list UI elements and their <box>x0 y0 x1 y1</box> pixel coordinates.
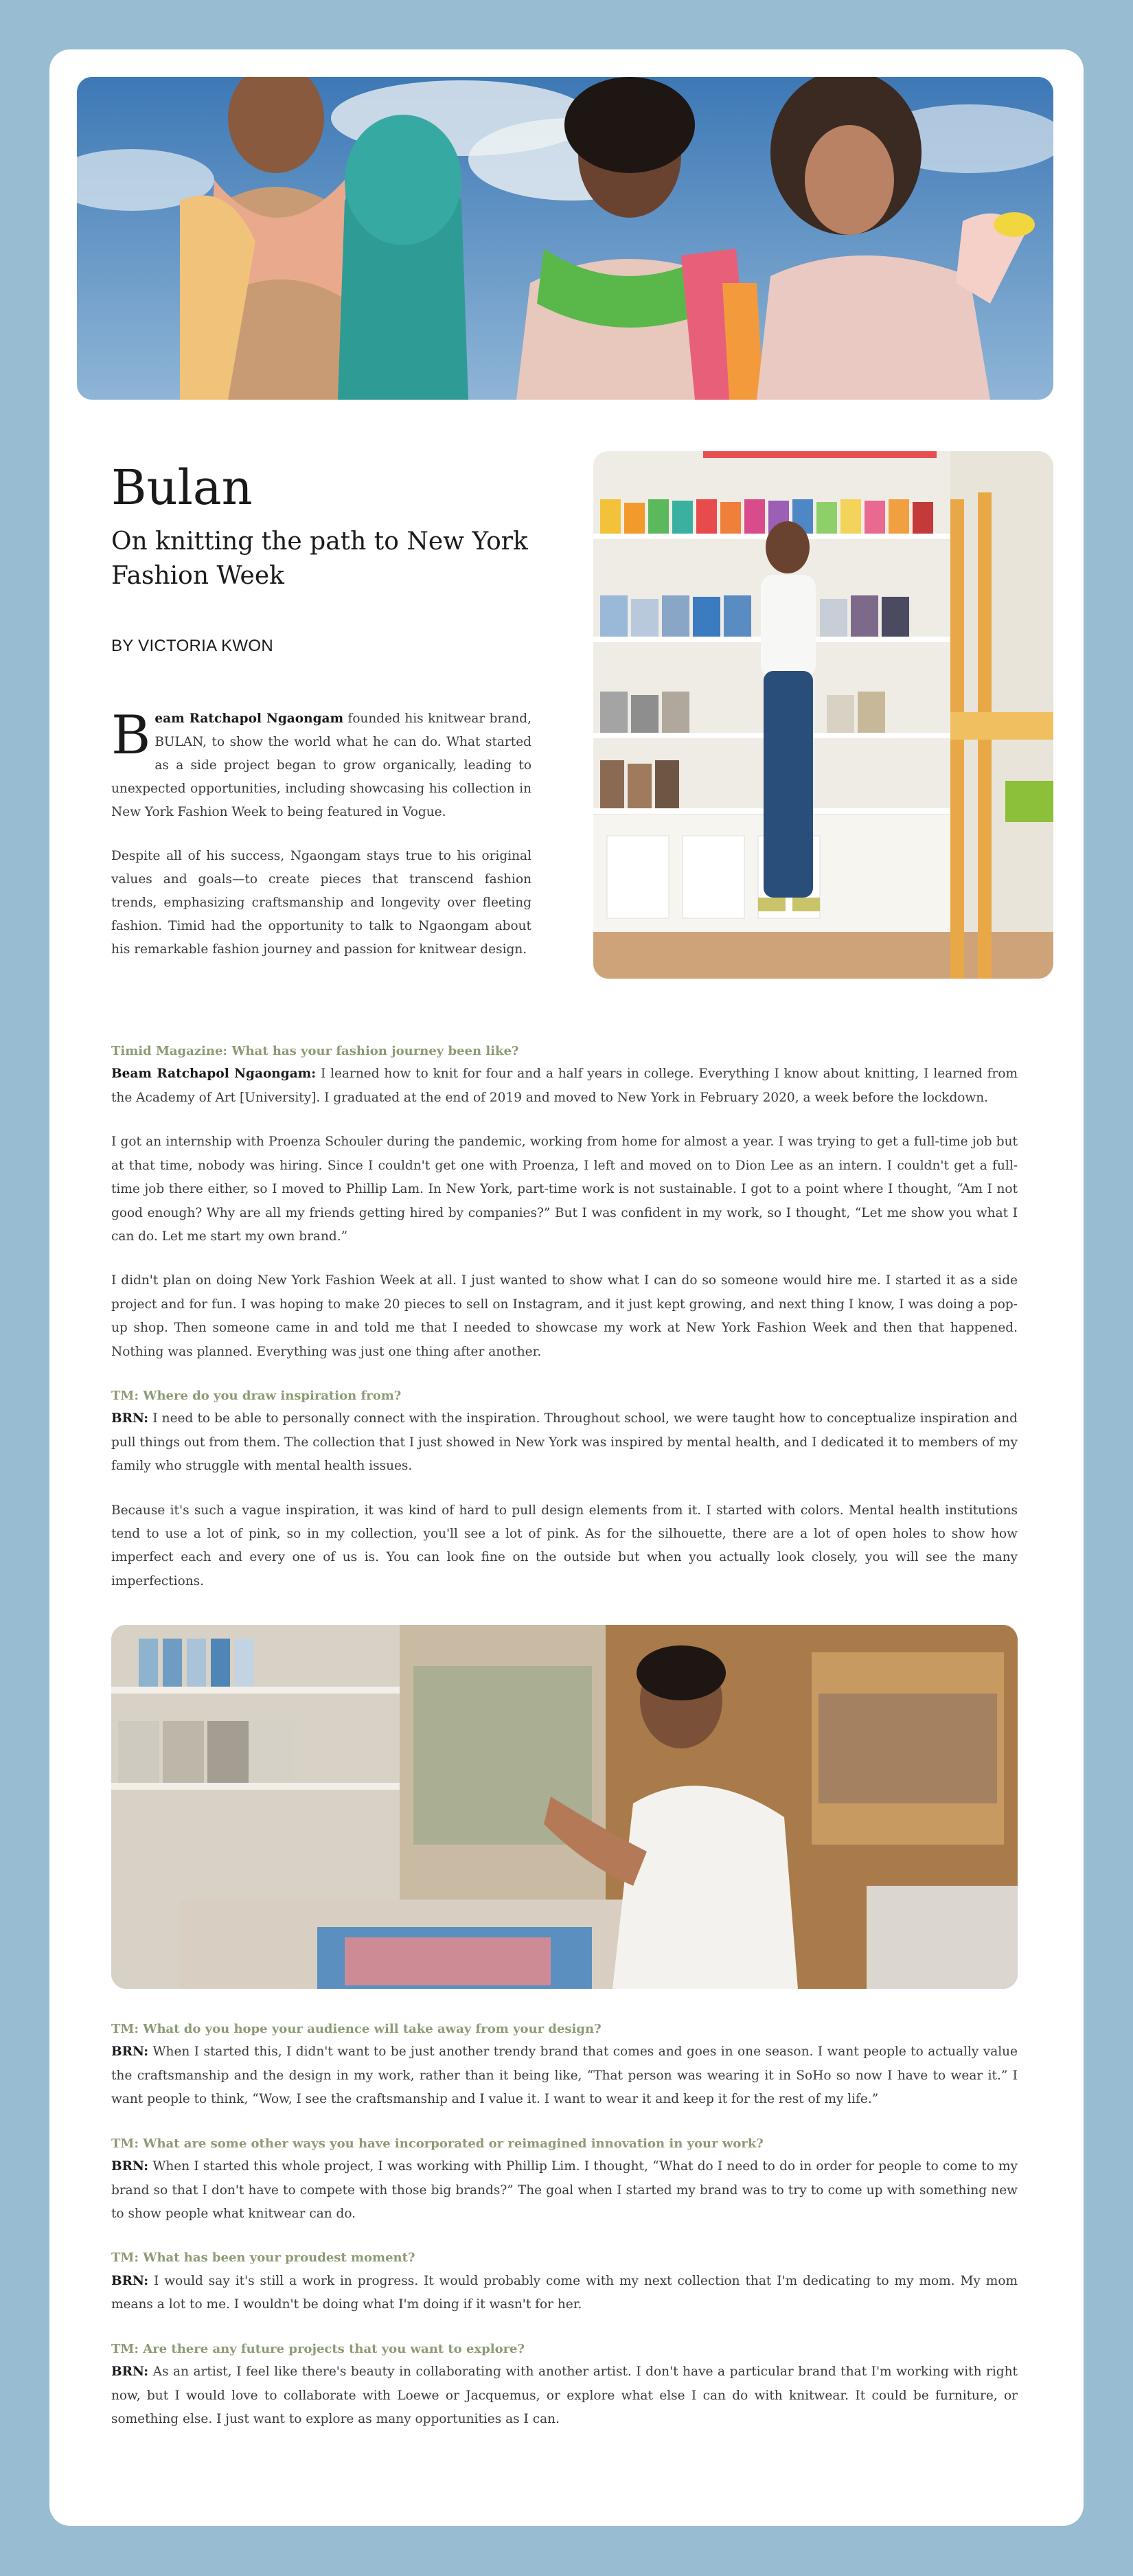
intro-section <box>111 707 531 982</box>
studio-loom-photo <box>111 1625 1018 1989</box>
drop-cap: B <box>111 705 151 766</box>
answer-text: I learned how to knit for four and a half years in college. Everything I know about knitting, I learned from the Academy of Art [University]. I graduated at the end of 2019 and moved to New York in February 2020, a week before the lockdown. <box>111 1067 1018 1105</box>
answer-paragraph <box>111 2155 1018 2226</box>
speaker-label: Beam Ratchapol Ngaongam: <box>111 1067 317 1082</box>
interview-section-2 <box>111 2018 1018 2452</box>
article-subtitle: On knitting the path to New York Fashion Week <box>111 527 528 590</box>
question-heading: TM: What has been your proudest moment? <box>111 2250 415 2266</box>
intro-lead-name: eam Ratchapol Ngaongam <box>154 711 344 726</box>
qa-block <box>111 2132 1018 2226</box>
speaker-label: BRN: <box>111 2364 149 2380</box>
hero-photo <box>77 77 1053 400</box>
answer-text: When I started this, I didn't want to be just another trendy brand that comes and goes in one season. I want people to actually value the craftsmanship and the design in my work, rather than it being like, “That person was wearing it in SoHo so now I have to wear it.” I want people to think, “Wow, I see the craftsmanship and I value it. I want to wear it and keep it for the rest of my life.” <box>111 2044 1018 2107</box>
interview-section-1 <box>111 1040 1018 1614</box>
qa-block <box>111 2018 1018 2112</box>
question-heading: TM: What are some other ways you have incorporated or reimagined innovation in your work? <box>111 2136 764 2151</box>
answer-paragraph <box>111 2270 1018 2317</box>
qa-block <box>111 2246 1018 2316</box>
speaker-label: BRN: <box>111 2044 149 2060</box>
qa-block <box>111 2338 1018 2432</box>
answer-text: I need to be able to personally connect with the inspiration. Throughout school, we were taught how to conceptualize inspiration and pull things out from them. The collection that I just showed in New York was inspired by mental health, and I dedicated it to members of my family who struggle with mental health issues. <box>111 1411 1018 1474</box>
answer-paragraph <box>111 1062 1018 1110</box>
speaker-label: BRN: <box>111 2273 149 2288</box>
speaker-label: BRN: <box>111 1411 149 1426</box>
intro-paragraph-1-text: founded his knitwear brand, BULAN, to show the world what he can do. What started as a side project began to grow organically, leading to unexpected opportunities, including showcasing his collection in New York Fashion Week to being featured in Vogue. <box>111 711 531 820</box>
intro-paragraph-1 <box>111 707 531 824</box>
intro-paragraph-2: Despite all of his success, Ngaongam stays true to his original values and goals—to create pieces that transcend fashion trends, emphasizing craftsmanship and longevity over fleeting fashion. Timid had the opportunity to talk to Ngaongam about his remarkable fashion journey and passion for knitwear design. <box>111 849 531 957</box>
answer-text: As an artist, I feel like there's beauty in collaborating with another artist. I don't have a particular brand that I'm working with right now, but I would love to collaborate with Loewe or Jacquemus, or explore what else I can do with knitwear. It could be furniture, or something else. I just want to explore as many opportunities as I can. <box>111 2364 1018 2426</box>
speaker-label: BRN: <box>111 2159 149 2174</box>
question-heading: Timid Magazine: What has your fashion journey been like? <box>111 1044 519 1058</box>
answer-paragraph <box>111 2360 1018 2431</box>
byline: BY VICTORIA KWON <box>111 637 273 655</box>
answer-paragraph: Because it's such a vague inspiration, it was kind of hard to pull design elements from it. I started with colors. Mental health institutions tend to use a lot of pink, so in my collection, you'll see a lot of pink. As for the silhouette, there are a lot of open holes to show how imperfect each and every one of us is. You can look fine on the outside but when you actually look closely, you will see the many imperfections. <box>111 1503 1018 1588</box>
answer-paragraph: I didn't plan on doing New York Fashion Week at all. I just wanted to show what I can do so someone would hire me. I started it as a side project and for fun. I was hoping to make 20 pieces to sell on Instagram, and it just kept growing, and next thing I know, I was doing a pop-up shop. Then someone came in and told me that I needed to showcase my work at New York Fashion Week and then that happened. Nothing was planned. Everything was just one thing after another. <box>111 1273 1018 1359</box>
answer-text: When I started this whole project, I was working with Phillip Lim. I thought, “What do I need to do in order for people to come to my brand so that I don't have to compete with those big brands?” The goal when I started my brand was to try to come up with something new to show people what knitwear can do. <box>111 2159 1018 2221</box>
article-card <box>49 49 1084 2526</box>
answer-paragraph <box>111 1407 1018 1478</box>
qa-block <box>111 1040 1018 1364</box>
answer-paragraph <box>111 2040 1018 2111</box>
question-heading: TM: Where do you draw inspiration from? <box>111 1388 402 1403</box>
answer-text: I would say it's still a work in progress. It would probably come with my next collection that I'm dedicating to my mom. My mom means a lot to me. I wouldn't be doing what I'm doing if it wasn't for her. <box>111 2273 1018 2312</box>
article-title: Bulan <box>111 459 253 516</box>
qa-block <box>111 1384 1018 1593</box>
question-heading: TM: Are there any future projects that you want to explore? <box>111 2341 525 2356</box>
portrait-photo <box>593 451 1053 979</box>
answer-paragraph: I got an internship with Proenza Schouler during the pandemic, working from home for almost a year. I was trying to get a full-time job but at that time, nobody was hiring. Since I couldn't get one with Proenza, I left and moved on to Dion Lee as an intern. I couldn't get a full-time job there either, so I moved to Phillip Lam. In New York, part-time work is not sustainable. I got to a point where I thought, “Am I not good enough? Why are all my friends getting hired by companies?” But I was confident in my work, so I thought, “Let me show you what I can do. Let me start my own brand.” <box>111 1135 1018 1244</box>
question-heading: TM: What do you hope your audience will take away from your design? <box>111 2022 602 2036</box>
